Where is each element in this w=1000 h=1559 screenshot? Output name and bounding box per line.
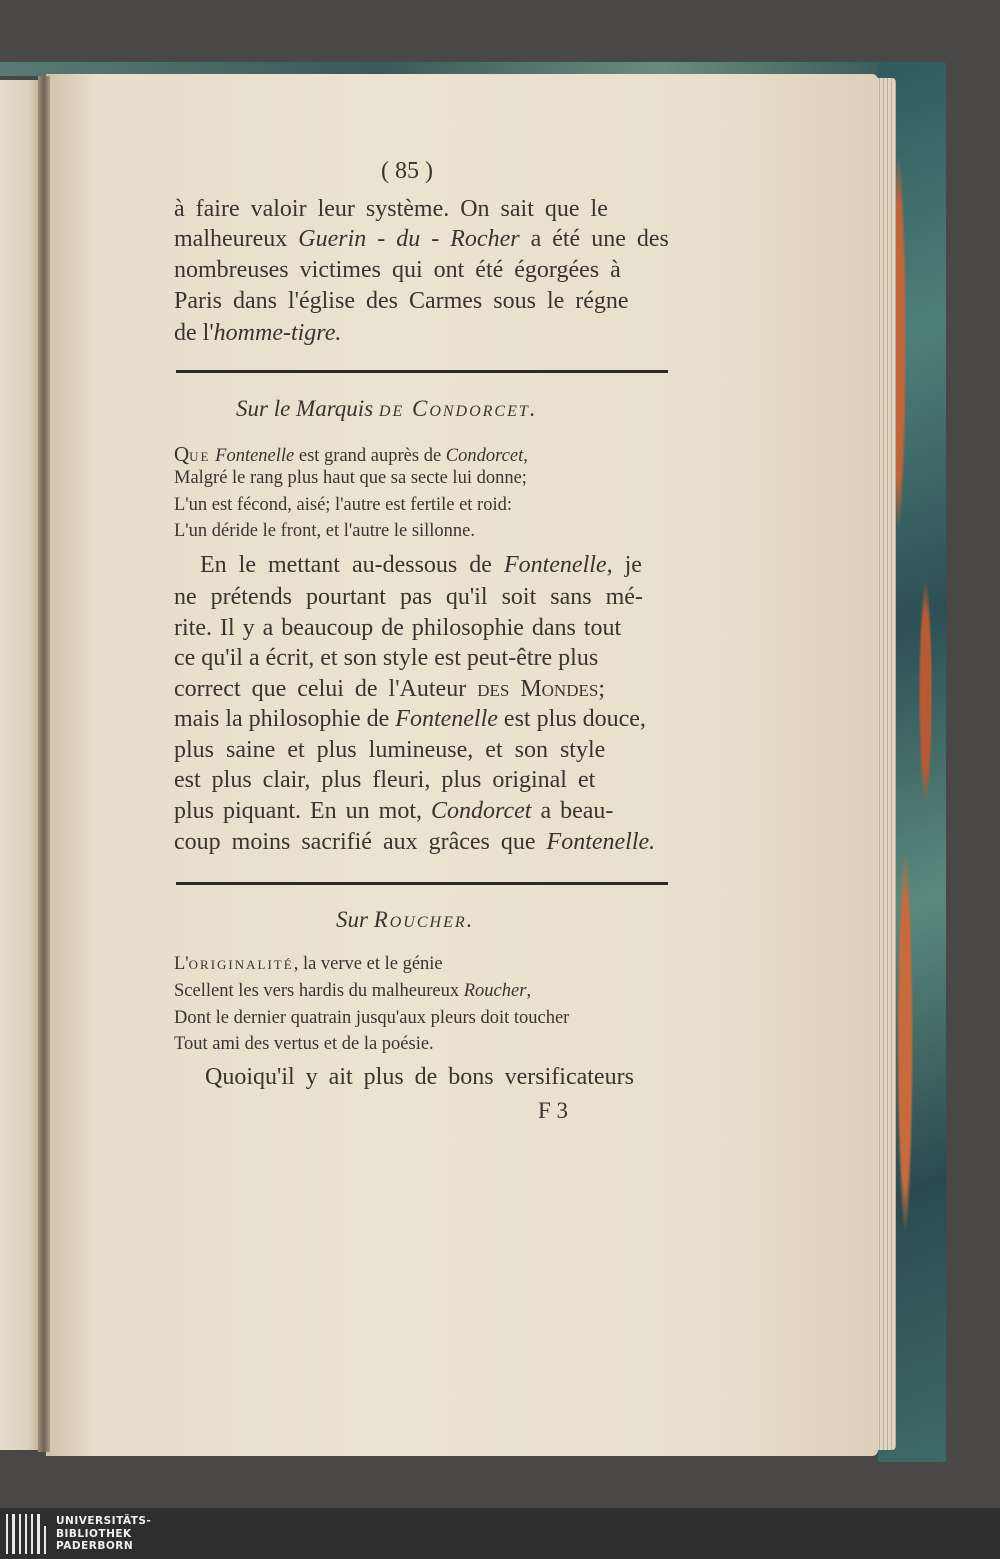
verse-line: [174, 954, 443, 975]
prose-text: mais la philosophie de: [174, 706, 390, 732]
left-page: [0, 80, 40, 1450]
library-name: [56, 1515, 151, 1553]
footer-bar: [0, 1508, 1000, 1559]
heading-italic: Sur le Marquis: [236, 396, 374, 421]
verse-line: Malgré le rang plus haut que sa secte lui donne;: [174, 468, 527, 488]
prose-text: En le mettant au-dessous de: [200, 552, 492, 578]
text-line: est plus clair, plus fleuri, plus original et: [174, 767, 596, 793]
library-name-line: UNIVERSITÄTS-: [56, 1515, 152, 1527]
text-line: [174, 196, 608, 223]
verse-text: est grand auprès de: [298, 446, 442, 466]
verse-line: [174, 981, 531, 1002]
section-heading: [236, 396, 538, 422]
heading-italic: Sur: [336, 907, 368, 932]
section-heading: [336, 907, 474, 933]
text-line: ne prétends pourtant pas qu'il soit sans mé-: [174, 584, 643, 610]
verse-line: Tout ami des vertus et de la poésie.: [174, 1034, 434, 1054]
prose-text: de l': [174, 320, 214, 346]
text-line: [200, 552, 642, 579]
verse-text: ,: [523, 446, 528, 466]
prose-text: coup moins sacrifié aux grâces que: [174, 829, 536, 855]
library-name-line: PADERBORN: [56, 1540, 134, 1552]
verse-line: L'un est fécond, aisé; l'autre est fertile et roid:: [174, 495, 512, 515]
text-line: [174, 798, 613, 825]
drop-cap: Q: [174, 442, 190, 466]
verse-line: Dont le dernier quatrain jusqu'aux pleurs doit toucher: [174, 1008, 570, 1028]
prose-text: Paris dans l'église des Carmes sous le régne: [174, 288, 629, 314]
prose-text: a été une des: [519, 226, 669, 252]
verse-text: ,: [526, 981, 532, 1001]
text-line: [174, 320, 341, 347]
book-gutter: [38, 76, 50, 1452]
italic-name: homme-tigre.: [213, 320, 342, 346]
section-divider: [176, 370, 668, 373]
caps-text: originalité: [188, 954, 294, 974]
heading-caps: Roucher.: [373, 907, 475, 932]
signature-mark: F 3: [538, 1098, 569, 1123]
prose-text: à faire valoir leur système. On sait que le: [174, 196, 608, 222]
heading-caps: de Condorcet.: [378, 396, 538, 421]
text-line: [174, 706, 646, 733]
text-line: [174, 226, 669, 253]
italic-name: Guerin - du - Rocher: [298, 226, 520, 252]
italic-name: Fontenelle: [215, 446, 295, 466]
text-line: Quoiqu'il y ait plus de bons versificateurs: [205, 1064, 634, 1090]
prose-text: malheureux: [174, 226, 299, 252]
italic-name: Fontenelle: [503, 552, 607, 578]
section-divider: [176, 882, 668, 885]
italic-name: Condorcet: [431, 798, 532, 824]
caps-text: ue: [189, 446, 211, 466]
text-line: [174, 829, 655, 856]
prose-text: nombreuses victimes qui ont été égorgées à: [174, 257, 621, 283]
prose-text: a beau-: [540, 798, 614, 824]
italic-name: Fontenelle: [395, 706, 498, 732]
verse-text: Scellent les vers hardis du malheureux: [174, 981, 460, 1001]
verse-line: L'un déride le front, et l'autre le sillonne.: [174, 521, 476, 541]
prose-text: correct que celui de l'Auteur: [174, 676, 467, 702]
text-line: [174, 288, 629, 315]
page-number: ( 85 ): [381, 158, 433, 184]
library-name-line: BIBLIOTHEK: [56, 1527, 132, 1540]
prose-text: , je: [606, 552, 642, 578]
prose-text: ;: [598, 676, 605, 702]
text-line: ce qu'il a écrit, et son style est peut-être plus: [174, 645, 599, 671]
prose-text: plus piquant. En un mot,: [174, 798, 422, 824]
italic-name: Roucher: [463, 981, 527, 1001]
library-logo-icon: [6, 1514, 46, 1554]
text-line: rite. Il y a beaucoup de philosophie dans tout: [174, 615, 622, 641]
verse-text: , la verve et le génie: [293, 954, 443, 974]
text-line: [174, 676, 605, 703]
text-line: [174, 257, 621, 284]
prose-text: est plus douce,: [503, 706, 646, 732]
caps-text: des Mondes: [477, 676, 599, 702]
verse-text: L': [174, 954, 189, 974]
verse-line: [174, 442, 528, 467]
text-line: plus saine et plus lumineuse, et son style: [174, 737, 606, 763]
italic-name: Fontenelle.: [546, 829, 656, 855]
italic-name: Condorcet: [445, 446, 524, 466]
